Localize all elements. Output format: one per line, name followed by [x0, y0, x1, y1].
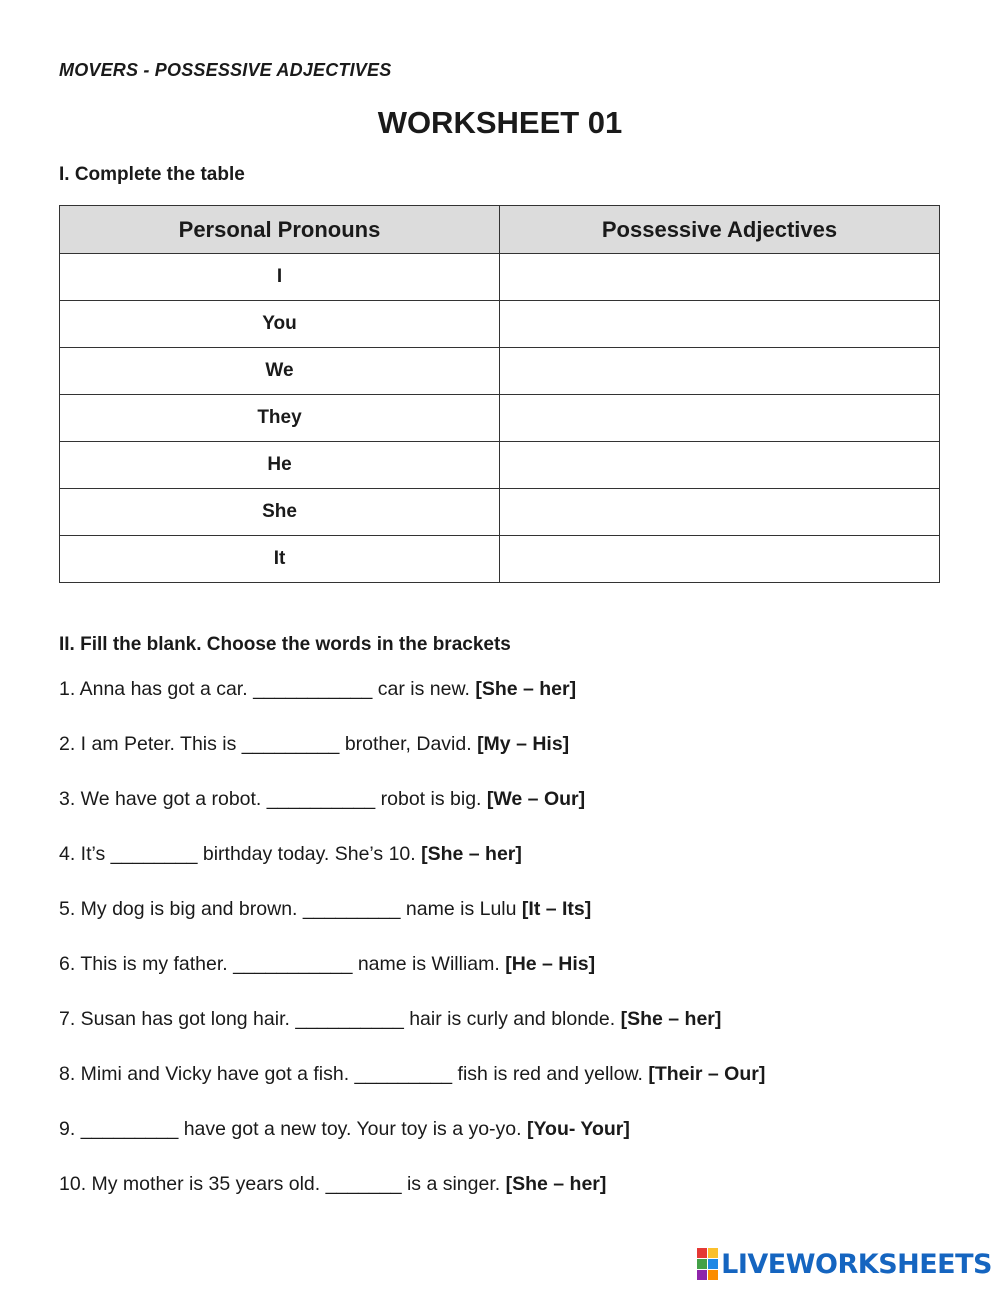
question-text: have got a new toy. Your toy is a yo-yo. — [178, 1118, 527, 1140]
pronoun-cell: I — [60, 254, 500, 301]
answer-blank[interactable]: __________ — [295, 1008, 404, 1030]
question-text: car is new. — [372, 678, 476, 700]
answer-options: [My – His] — [477, 733, 570, 755]
question-text: name is William. — [352, 953, 506, 975]
question-text: 4. It’s — [59, 843, 111, 865]
question-text: name is Lulu — [400, 898, 522, 920]
answer-blank[interactable]: ________ — [110, 843, 198, 865]
question-text: 2. I am Peter. This is — [59, 733, 242, 755]
table-row — [60, 395, 940, 442]
question-text: robot is big. — [375, 788, 487, 810]
question-text: 9. — [59, 1118, 81, 1140]
question-item — [59, 1116, 959, 1171]
question-item — [59, 951, 959, 1006]
answer-options: [He – His] — [505, 953, 596, 975]
answer-blank[interactable]: ___________ — [233, 953, 353, 975]
answer-options: [She – her] — [505, 1173, 607, 1195]
answer-blank[interactable]: _________ — [241, 733, 340, 755]
worksheet-subtitle: MOVERS - POSSESSIVE ADJECTIVES — [59, 60, 392, 80]
logo-text: LIVEWORKSHEETS — [721, 1248, 992, 1280]
question-text: 8. Mimi and Vicky have got a fish. — [59, 1063, 355, 1085]
answer-blank[interactable]: _________ — [354, 1063, 453, 1085]
table-row — [60, 489, 940, 536]
table-row — [60, 536, 940, 583]
pronoun-cell: He — [60, 442, 500, 489]
answer-options: [She – her] — [475, 678, 577, 700]
answer-blank[interactable]: _________ — [80, 1118, 179, 1140]
answer-cell[interactable] — [500, 395, 940, 442]
answer-options: [We – Our] — [486, 788, 586, 810]
answer-blank[interactable]: _______ — [325, 1173, 402, 1195]
question-text: brother, David. — [339, 733, 478, 755]
answer-cell[interactable] — [500, 489, 940, 536]
question-text: 5. My dog is big and brown. — [59, 898, 303, 920]
pronoun-cell: We — [60, 348, 500, 395]
question-list — [59, 676, 959, 1226]
answer-cell[interactable] — [500, 348, 940, 395]
column-header-possessive-adjectives: Possessive Adjectives — [500, 206, 940, 254]
pronoun-cell: They — [60, 395, 500, 442]
pronoun-cell: She — [60, 489, 500, 536]
answer-options: [Their – Our] — [648, 1063, 766, 1085]
answer-options: [It – Its] — [521, 898, 592, 920]
question-item — [59, 1006, 959, 1061]
question-text: birthday today. She’s 10. — [197, 843, 422, 865]
answer-blank[interactable]: ___________ — [253, 678, 373, 700]
answer-cell[interactable] — [500, 301, 940, 348]
pronoun-table — [59, 205, 940, 583]
table-header-row — [60, 206, 940, 254]
answer-cell[interactable] — [500, 442, 940, 489]
pronoun-cell: You — [60, 301, 500, 348]
question-text: 6. This is my father. — [59, 953, 234, 975]
section-1-heading: I. Complete the table — [59, 164, 245, 185]
answer-options: [You- Your] — [526, 1118, 630, 1140]
answer-cell[interactable] — [500, 536, 940, 583]
pronoun-cell: It — [60, 536, 500, 583]
question-text: hair is curly and blonde. — [403, 1008, 621, 1030]
question-text: is a singer. — [401, 1173, 506, 1195]
question-text: 1. Anna has got a car. — [59, 678, 254, 700]
question-item — [59, 676, 959, 731]
table-row — [60, 348, 940, 395]
column-header-personal-pronouns: Personal Pronouns — [60, 206, 500, 254]
section-2-heading: II. Fill the blank. Choose the words in the brackets — [59, 634, 511, 655]
liveworksheets-logo-icon — [697, 1248, 718, 1280]
question-text: 3. We have got a robot. — [59, 788, 267, 810]
answer-blank[interactable]: __________ — [266, 788, 376, 810]
answer-blank[interactable]: _________ — [302, 898, 401, 920]
question-item — [59, 896, 959, 951]
table-row — [60, 442, 940, 489]
answer-options: [She – her] — [620, 1008, 722, 1030]
question-text: 7. Susan has got long hair. — [59, 1008, 296, 1030]
question-item — [59, 1061, 959, 1116]
question-item — [59, 786, 959, 841]
liveworksheets-logo[interactable] — [697, 1249, 992, 1279]
question-item — [59, 1171, 959, 1226]
answer-options: [She – her] — [421, 843, 522, 865]
answer-cell[interactable] — [500, 254, 940, 301]
table-row — [60, 254, 940, 301]
worksheet-title: WORKSHEET 01 — [377, 105, 623, 140]
table-row — [60, 301, 940, 348]
question-item — [59, 731, 959, 786]
question-text: 10. My mother is 35 years old. — [59, 1173, 326, 1195]
question-item — [59, 841, 959, 896]
question-text: fish is red and yellow. — [452, 1063, 649, 1085]
